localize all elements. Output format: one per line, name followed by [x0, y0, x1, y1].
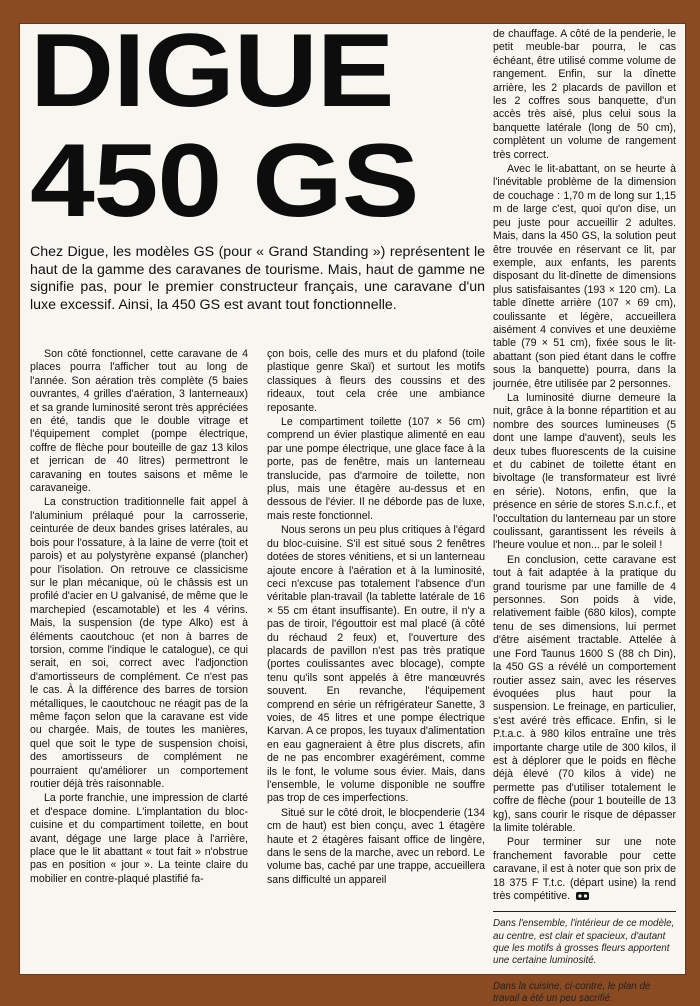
paragraph: La construction traditionnelle fait appel à l'aluminium prélaqué pour la carrosserie, ceinturée de deux bandes grises latérales, au bois pour l'ossature, à la laine de verre (toit et parois) et au polystyrène expansé (plancher) pour l'isolation. On retrouve ce classicisme sur le plan mécanique, où le châssis est un profilé d'acier en U galvanisé, de même que le marchepied (escamotable) et les 4 vérins. Mais, la suspension (de type Alko) est à éléments caoutchouc (et non à barres de torsion, comme l'indique le catalogue), ce qui serait, en soi, correct avec l'adjonction d'amortisseurs de complément. Ce n'est pas le cas. À la différence des barres de torsion métalliques, le caoutchouc ne réagit pas de la même façon selon que la caravane est vide ou chargée. Mais, de toutes les manières, quel que soit le type de suspension choisi, des amortisseurs de complément ne pourraient qu'améliorer un comportement routier déjà très raisonnable.: [30, 496, 248, 790]
title-area: [30, 13, 485, 239]
paragraph: Le compartiment toilette (107 × 56 cm) comprend un évier plastique alimenté en eau par une pompe électrique, une glace face à la porte, pas de fenêtre, mais un lanterneau translucide, pas d'armoire de toilette, non plus, mais une étagère au-dessus et en dessous de l'évier. Il ne déborde pas de luxe, mais reste fonctionnel.: [267, 416, 485, 522]
paragraph: En conclusion, cette caravane est tout à fait adaptée à la pratique du grand tourisme par une famille de 4 personnes. Son poids à vide, relativement faible (680 kilos), compte tenu de ses dimensions, lui permet d'être aisément tractable. Attelée à une Ford Taunus 1600 S (88 ch Din), la 450 GS a révélé un comportement routier assez sain, avec les réserves évoquées plus haut pour la suspension. Le freinage, en particulier, s'est avéré très efficace. Enfin, si le P.t.a.c. à 980 kilos entraîne une très importante charge utile de 300 kilos, il est à déplorer que le poids en flèche déjà élevé (70 kilos à vide) ne permette pas d'utiliser totalement le coffre de flèche (pour 1 bouteille de 13 kg), sans courir le risque de dépasser la limite tolérable.: [493, 553, 676, 834]
body-column-1: [30, 348, 248, 888]
paragraph: Situé sur le côté droit, le blocpenderie (134 cm de haut) est bien conçu, avec 1 étagère haute et 2 étagères faisant office de lingère, dans le sens de la marche, avec un rebord. Le volume bas, caché par une trappe, accueillera sans difficulté un appareil: [267, 806, 485, 886]
end-mark-icon: [576, 891, 590, 901]
lead-paragraph: Chez Digue, les modèles GS (pour « Grand Standing ») représentent le haut de la gamme des caravanes de tourisme. Mais, haut de gamme ne signifie pas, pour le premier constructeur français, une caravane d'un luxe excessif. Ainsi, la 450 GS est avant tout fonctionnelle.: [30, 244, 485, 313]
article-title: [30, 13, 485, 239]
paragraph: çon bois, celle des murs et du plafond (toile plastique genre Skaï) et surtout les motifs classiques à fleurs des coussins et des rideaux, tout cela crée une ambiance reposante.: [267, 348, 485, 414]
body-column-2: [267, 348, 485, 888]
photo-caption: Dans la cuisine, ci-contre, le plan de travail a été un peu sacrifié.: [493, 981, 651, 1005]
paragraph: La porte franchie, une impression de clarté et d'espace domine. L'implantation du bloc-cuisine et du compartiment toilette, en bout avant, dégage une large place à l'arrière, place que le lit abattant « tout fait » n'obstrue pas en position « jour ». La teinte claire du mobilier en contre-plaqué plastifié fa-: [30, 792, 248, 885]
photo-caption: Dans l'ensemble, l'intérieur de ce modèle, au centre, est clair et spacieux, d'autant que les motifs à grosses fleurs apportent une certaine luminosité.: [493, 918, 675, 967]
title-line-1: DIGUE: [30, 13, 394, 129]
body-columns: [30, 348, 485, 888]
paragraph: Nous serons un peu plus critiques à l'égard du bloc-cuisine. S'il est situé sous 2 fenêtres dotées de stores vénitiens, et si un lanterneau ajoute encore à l'aération et à la luminosité, ceci n'excuse pas totalement l'absence d'un véritable plan-travail (la tablette latérale de 16 × 55 cm étant insuffisante). En outre, il n'y a pas de tiroir, l'égouttoir est mal placé (à côté du réchaud 2 feux) et, l'ouverture des placards de pavillon n'est pas très pratique (portes coulissantes avec blocage), compte tenu qu'ils sont appelés à être manœuvrés souvent. En revanche, l'équipement comprend en série un réfrigérateur Sanette, 3 voies, de 45 litres et une pompe électrique Karvan. A ce propos, les tuyaux d'alimentation en eau gagneraient à être plus discrets, afin de ne pas encombrer exagérément, comme ils le font, le volume sous évier. Mais, dans l'ensemble, le volume disponible ne souffre pas trop de ces imperfections.: [267, 524, 485, 805]
caption-divider: [493, 911, 676, 912]
paragraph: Son côté fonctionnel, cette caravane de 4 places pourra l'afficher tout au long de l'année. Son aération très complète (5 baies ouvrantes, 4 grilles d'aération, 3 lanterneaux) et sa grande luminosité seront très appréciées en été, tandis que le double vitrage et l'équipement complet (pompe électrique, coffre de flèche pour bouteille de gaz 13 kilos et jerrican de 40 litres) permettront le caravaning en toutes saisons et même le caravaneige.: [30, 348, 248, 495]
body-column-3: [493, 28, 676, 1006]
paragraph: La luminosité diurne demeure la nuit, grâce à la bonne répartition et au nombre des sources lumineuses (5 dont une lampe d'auvent), seuls les deux tubes fluorescents de la cuisine et du cabinet de toilette étant en bivoltage (le transformateur est livré en série). Notons, enfin, que la présence en série de stores S.n.c.f., et l'occultation du lanterneau par un store coulissant, garantissent les réveils à l'heure voulue et non... par le soleil !: [493, 391, 676, 552]
paragraph: de chauffage. A côté de la penderie, le petit meuble-bar pourra, le cas échéant, être utilisé comme volume de rangement. Enfin, sur la dînette arrière, les 2 placards de pavillon et les 2 coffres sous banquette, d'un accès très aisé, plus celui sous la banquette latérale (long de 50 cm), complètent un volume de rangement très correct.: [493, 28, 676, 161]
paragraph-final: [493, 836, 676, 903]
title-line-2: 450 GS: [30, 122, 419, 239]
paragraph: Avec le lit-abattant, on se heurte à l'inévitable problème de la dimension de couchage : 1,70 m de long sur 1,15 m de large c'est, quoi qu'on dise, un peu juste pour accueillir 2 adultes. Mais, dans la 450 GS, la solution peut être trouvée en réservant ce lit, par exemple, aux enfants, les parents disposant du lit-dînette de dimensions plus satisfaisantes (193 × 120 cm). La table dînette arrière (107 × 69 cm), coulissante et légère, accueillera aisément 4 convives et une deuxième table (79 × 51 cm), fixée sous le lit-abattant (son pied étant dans le coffre sous la banquette) pourra, dans la journée, être utilisée par 2 personnes.: [493, 163, 676, 390]
magazine-page: [20, 13, 685, 1005]
paragraph-text: Pour terminer sur une note franchement favorable pour cette caravane, il est à noter que son prix de 18 375 F T.t.c. (départ usine) la rend très compétitive.: [493, 836, 676, 902]
